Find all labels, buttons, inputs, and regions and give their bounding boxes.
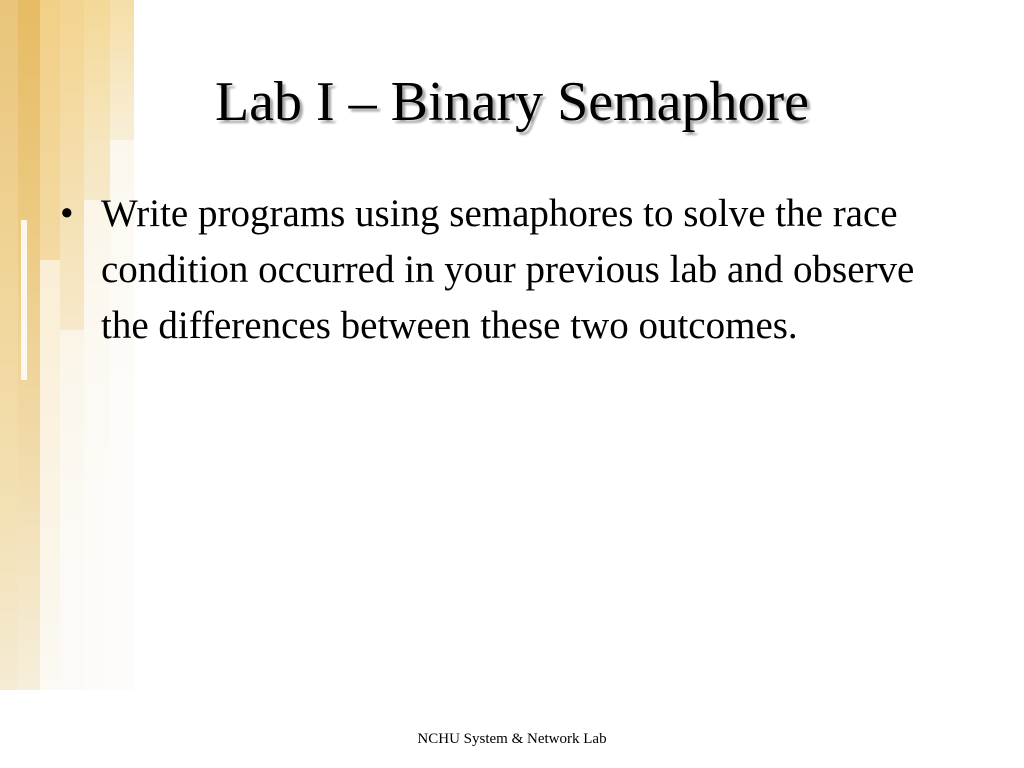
slide-title: Lab I – Binary Semaphore — [214, 71, 810, 133]
bullet-list — [60, 186, 970, 354]
slide-footer: NCHU System & Network Lab — [417, 731, 607, 747]
decor-fade — [40, 260, 60, 690]
decor-fade — [60, 330, 84, 690]
bullet-marker: • — [60, 192, 74, 235]
bullet-item — [60, 186, 970, 354]
bullet-text: Write programs using semaphores to solve the race condition occurred in your previous lab and observe the differences between these two outcomes. — [101, 192, 915, 347]
decor-highlight-bar — [21, 220, 27, 380]
decor-stripe — [0, 0, 18, 690]
